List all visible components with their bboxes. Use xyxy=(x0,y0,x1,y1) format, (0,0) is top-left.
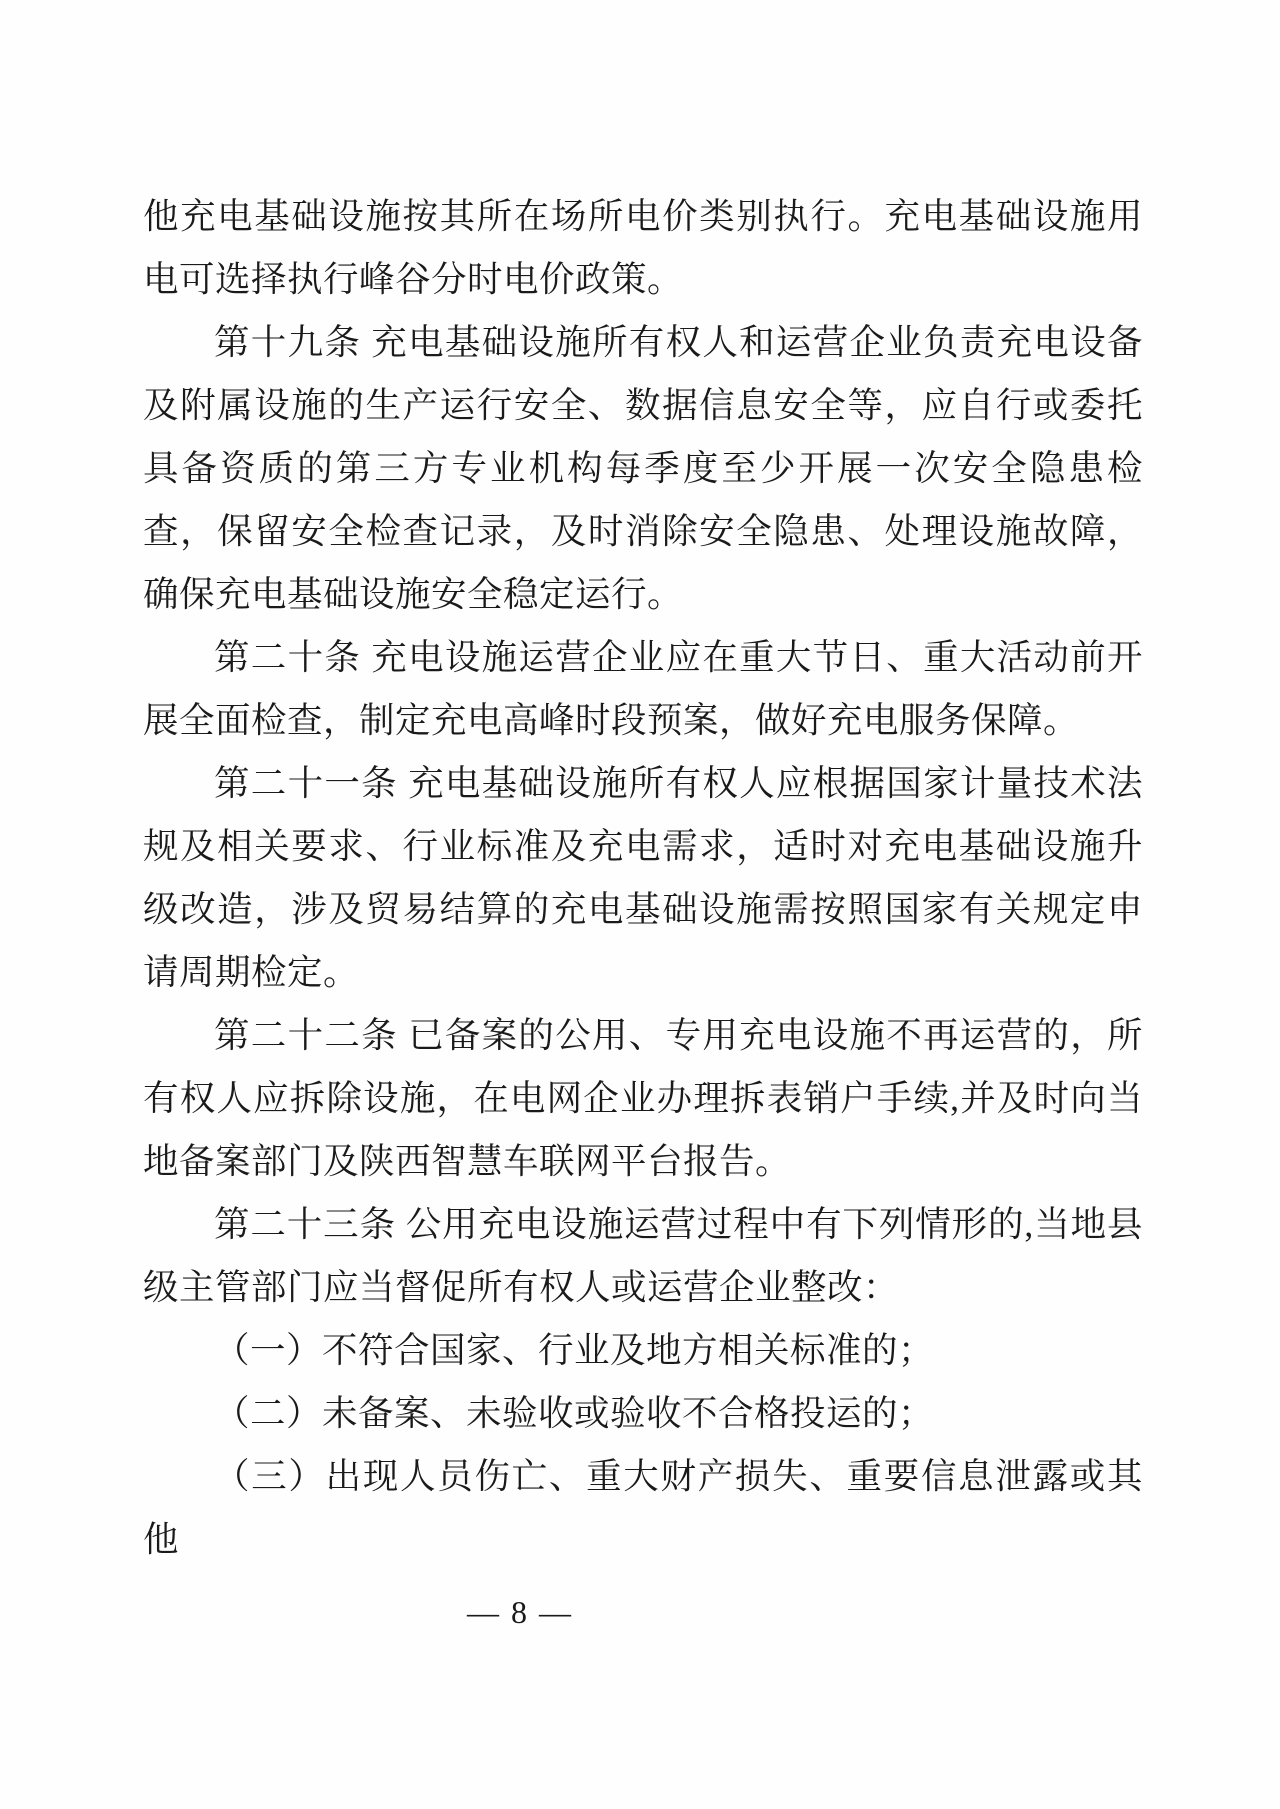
paragraph-article-20: 第二十条 充电设施运营企业应在重大节日、重大活动前开展全面检查，制定充电高峰时段预案，做好充电服务保障。 xyxy=(143,637,1143,740)
paragraph-item-3: （三）出现人员伤亡、重大财产损失、重要信息泄露或其他 xyxy=(143,1456,1143,1559)
paragraph-article-21: 第二十一条 充电基础设施所有权人应根据国家计量技术法规及相关要求、行业标准及充电需求，适时对充电基础设施升级改造，涉及贸易结算的充电基础设施需按照国家有关规定申请周期检定。 xyxy=(143,763,1143,992)
page-footer xyxy=(0,1594,1280,1631)
paragraph-item-1: （一）不符合国家、行业及地方相关标准的； xyxy=(214,1330,935,1370)
paragraph-article-23: 第二十三条 公用充电设施运营过程中有下列情形的,当地县级主管部门应当督促所有权人或运营企业整改： xyxy=(143,1204,1143,1307)
page-body-text xyxy=(143,185,1143,1571)
paragraph-item-2: （二）未备案、未验收或验收不合格投运的； xyxy=(214,1393,935,1433)
paragraph-continued: 他充电基础设施按其所在场所电价类别执行。充电基础设施用电可选择执行峰谷分时电价政策。 xyxy=(143,196,1143,299)
paragraph-article-19: 第十九条 充电基础设施所有权人和运营企业负责充电设备及附属设施的生产运行安全、数据信息安全等，应自行或委托具备资质的第三方专业机构每季度至少开展一次安全隐患检查，保留安全检查记录，及时消除安全隐患、处理设施故障，确保充电基础设施安全稳定运行。 xyxy=(143,322,1143,614)
paragraph-article-22: 第二十二条 已备案的公用、专用充电设施不再运营的，所有权人应拆除设施，在电网企业办理拆表销户手续,并及时向当地备案部门及陕西智慧车联网平台报告。 xyxy=(143,1015,1143,1181)
page-number: — 8 — xyxy=(467,1594,573,1630)
